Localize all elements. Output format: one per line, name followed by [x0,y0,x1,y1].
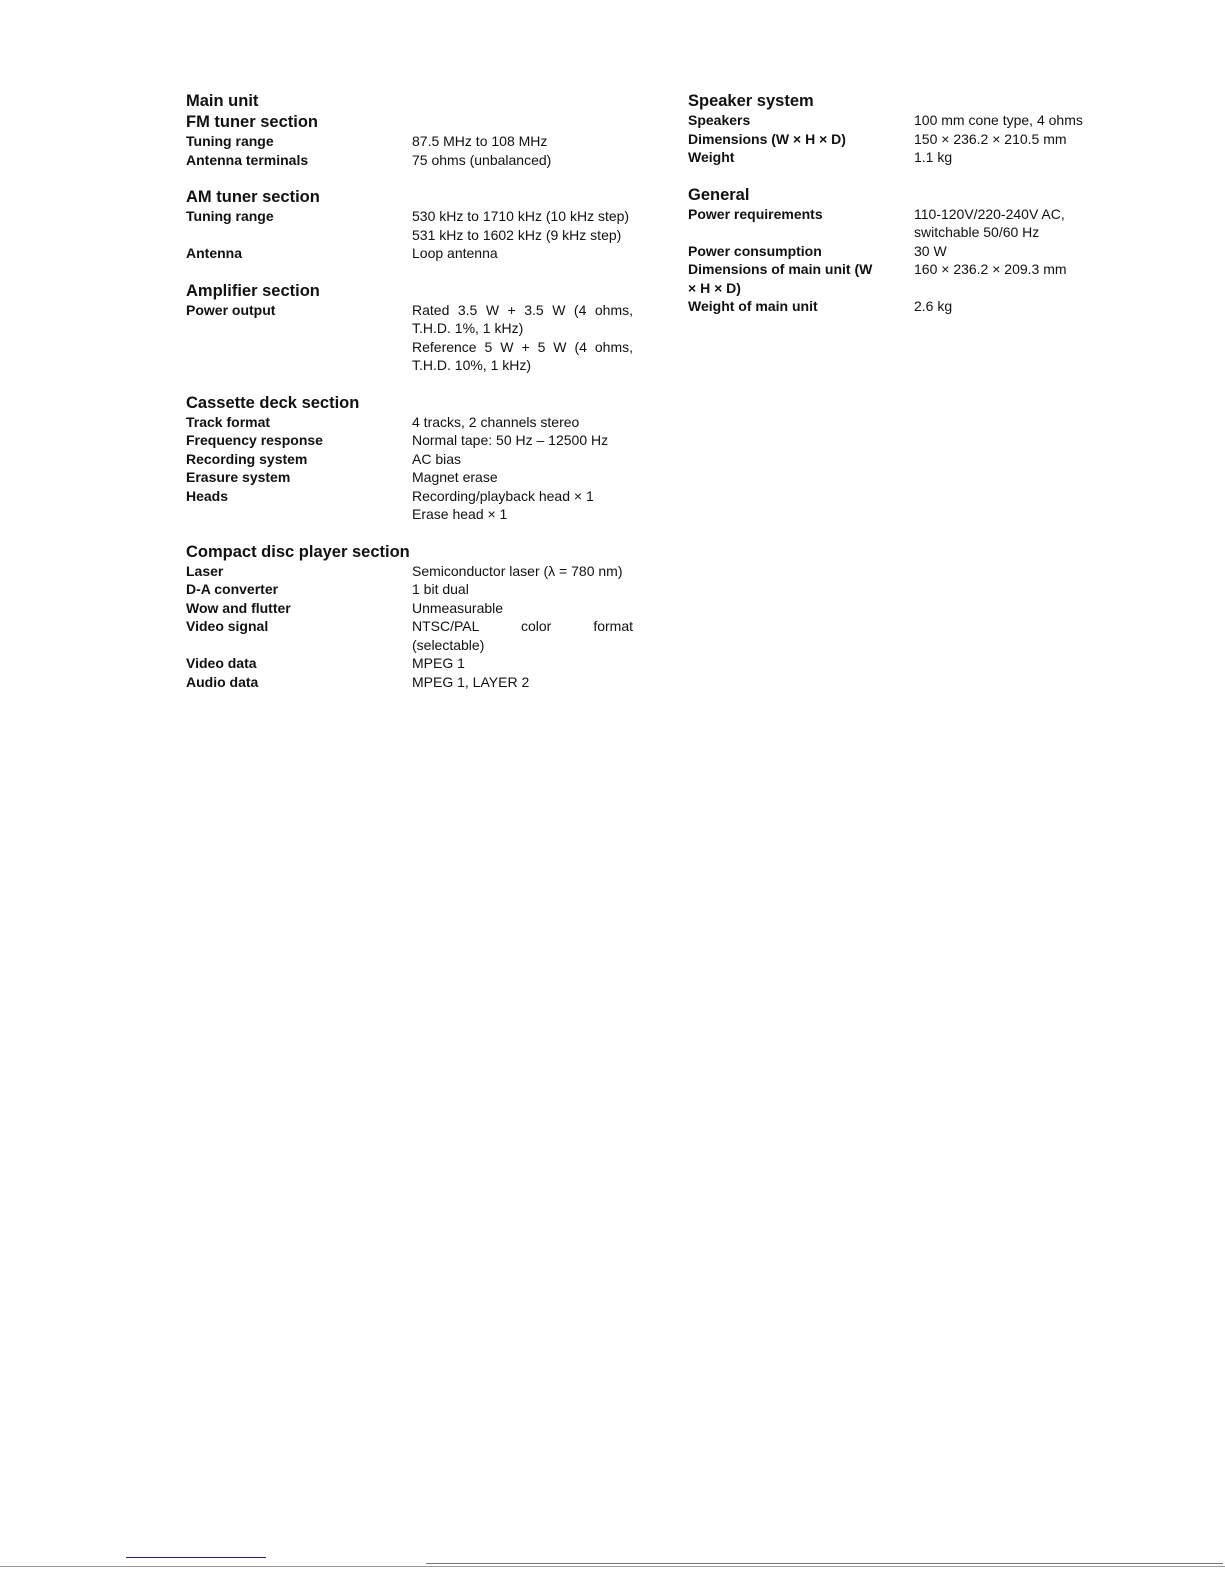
spec-row [688,260,1108,297]
section-title: Compact disc player section [186,542,410,561]
spec-row [186,431,636,450]
section-title: Speaker system [688,92,814,110]
spec-label: Antenna terminals [186,151,309,168]
spec-label: Laser [186,562,224,579]
spec-label: Tuning range [186,133,274,149]
spec-value: 75 ohms (unbalanced) [412,151,552,168]
spec-value: Loop antenna [412,245,498,261]
section-title: FM tuner section [186,113,319,131]
spec-value: 160 × 236.2 × 209.3 mm [914,261,1067,277]
spec-label: Weight of main unit [688,298,818,314]
am-tuner-section [186,187,636,263]
spec-value: Recording/playback head × 1 [412,487,594,504]
spec-value: 87.5 MHz to 108 MHz [412,133,548,149]
spec-value: 110-120V/220-240V AC, switchable 50/60 Hz [914,205,1065,240]
spec-row [688,297,1108,316]
spec-row [186,244,636,263]
accessories-column [688,91,1108,334]
spec-value: MPEG 1, LAYER 2 [412,673,530,690]
spec-label: Power output [186,301,276,318]
spec-row [186,580,636,599]
spec-label: Antenna [186,245,242,261]
spec-row [186,562,636,581]
spec-value: Unmeasurable [412,599,504,616]
spec-row [186,413,636,432]
amplifier-section [186,281,636,375]
spec-label: Speakers [688,112,751,128]
section-title: Cassette deck section [186,393,360,412]
compact-disc-section [186,542,636,692]
spec-row [688,148,1108,167]
spec-value: MPEG 1 [412,655,465,671]
spec-label: Heads [186,487,229,504]
main-unit-column [186,91,636,709]
spec-value: 2.6 kg [914,298,953,314]
spec-label: Weight [688,149,735,165]
spec-label: Video data [186,655,257,671]
spec-label: Dimensions of main unit (W × H × D) [688,261,873,296]
spec-row [688,242,1108,261]
spec-value: 1 bit dual [412,581,469,597]
spec-row [688,205,1108,242]
spec-label: Erasure system [186,469,291,485]
spec-value: 530 kHz to 1710 kHz (10 kHz step) [412,208,630,224]
spec-value: NTSC/PAL color format (selectable) [412,618,633,653]
section-title: General [688,185,750,204]
section-title: Amplifier section [186,281,320,300]
spec-value: Erase head × 1 [412,506,508,522]
general-section [688,185,1108,316]
main-unit-title: Main unit [186,92,259,110]
spec-value: 4 tracks, 2 channels stereo [412,413,580,430]
footer-rule-bottom [0,1566,1225,1567]
spec-value: 100 mm cone type, 4 ohms [914,112,1083,128]
spec-value: 531 kHz to 1602 kHz (9 kHz step) [412,226,622,243]
spec-row [688,130,1108,149]
spec-value: Magnet erase [412,469,498,485]
spec-value: 1.1 kg [914,149,953,165]
spec-row [186,207,636,244]
spec-value: Rated 3.5 W + 3.5 W (4 ohms, T.H.D. 1%, 1 kHz) [412,301,633,336]
speaker-system-section [688,91,1108,167]
spec-row [186,599,636,618]
spec-value: Reference 5 W + 5 W (4 ohms, T.H.D. 10%, 1 kHz) [412,338,633,373]
spec-label: Frequency response [186,432,323,448]
spec-row [186,301,636,375]
spec-label: Tuning range [186,208,274,224]
spec-label: Video signal [186,618,269,634]
spec-row [186,654,636,673]
spec-row [186,487,636,524]
spec-label: Power consumption [688,242,822,259]
fm-tuner-section [186,112,636,169]
spec-value: Normal tape: 50 Hz – 12500 Hz [412,432,609,448]
spec-value: Semiconductor laser (λ = 780 nm) [412,562,623,579]
spec-value: 150 × 236.2 × 210.5 mm [914,130,1067,147]
spec-label: Audio data [186,673,259,690]
spec-row [186,468,636,487]
spec-label: Recording system [186,450,308,467]
spec-label: Wow and flutter [186,599,291,616]
spec-row [186,450,636,469]
spec-label: Power requirements [688,205,823,222]
spec-value: AC bias [412,450,462,467]
footer-rule-left [126,1557,266,1558]
cassette-deck-section [186,393,636,524]
footer-rule-right [426,1563,1223,1564]
section-title: AM tuner section [186,188,320,206]
spec-value: 30 W [914,242,947,259]
spec-label: Dimensions (W × H × D) [688,130,846,147]
spec-label: D-A converter [186,581,279,597]
spec-row [186,673,636,692]
spec-label: Track format [186,413,271,430]
spec-row [186,617,636,654]
spec-row [186,151,636,170]
spec-row [186,132,636,151]
spec-row [688,111,1108,130]
